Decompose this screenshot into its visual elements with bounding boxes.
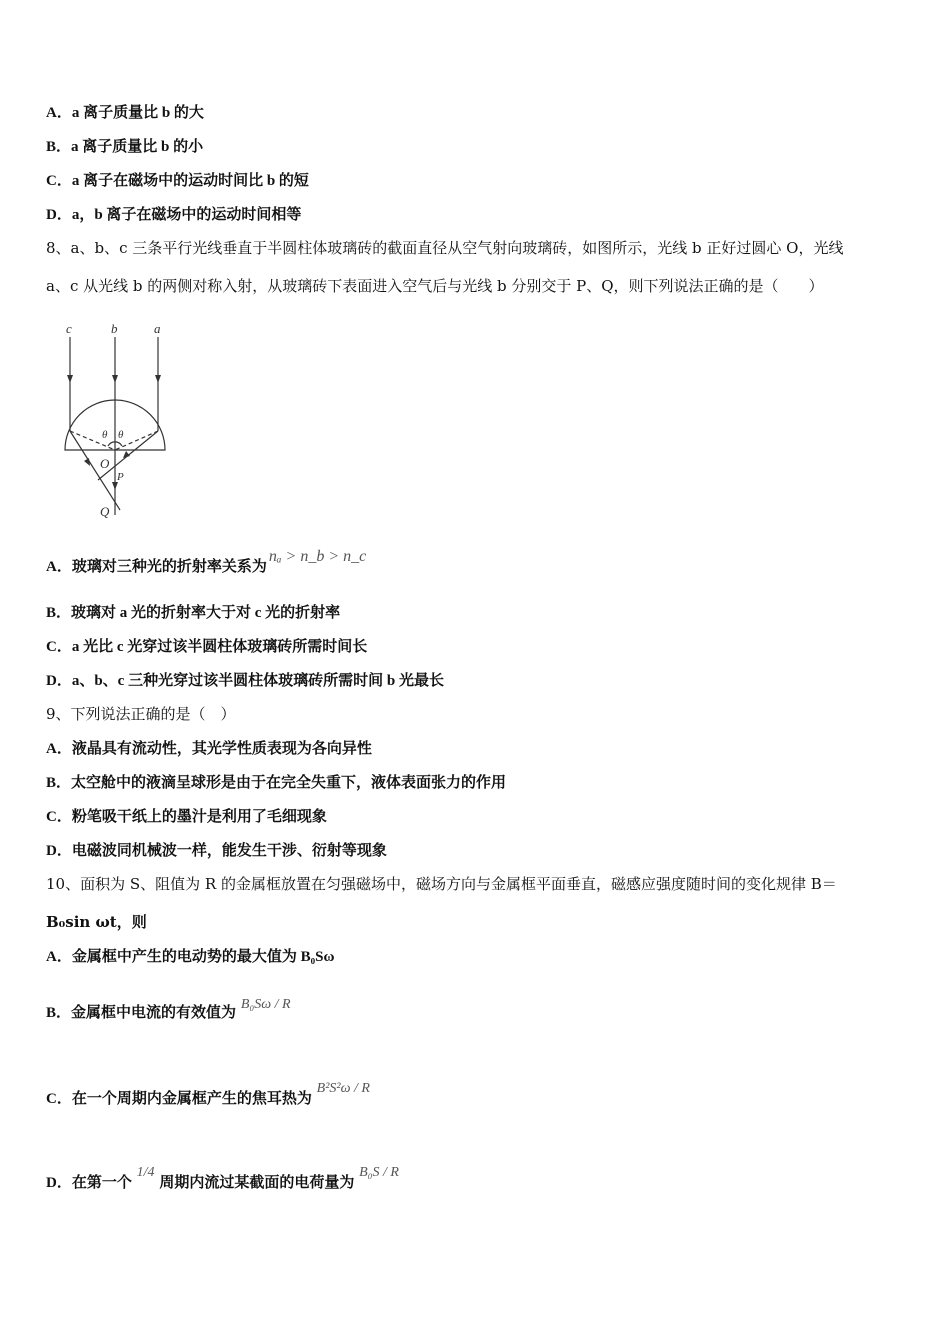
q8-option-a: A．玻璃对三种光的折射率关系为nₐ > n_b > n_c xyxy=(46,548,367,575)
q10-option-c: C．在一个周期内金属框产生的焦耳热为 B²S²ω / R xyxy=(46,1076,370,1121)
label-theta-right: θ xyxy=(118,429,124,441)
label-theta-left: θ xyxy=(102,429,108,441)
q10-stem-line2: B₀sin ωt，则 xyxy=(46,913,147,931)
q8-option-b: B．玻璃对 a 光的折射率大于对 c 光的折射率 xyxy=(46,605,341,621)
formula-joule-heat: B²S²ω / R xyxy=(316,1081,370,1096)
label-O: O xyxy=(100,456,110,471)
q10-option-b: B．金属框中电流的有效值为 B₀Sω / R xyxy=(46,990,291,1035)
label-c: c xyxy=(66,321,72,336)
formula-refractive-index: nₐ > n_b > n_c xyxy=(268,548,367,565)
q8-stem-line1: 8、a、b、c 三条平行光线垂直于半圆柱体玻璃砖的截面直径从空气射向玻璃砖，如图所示，光线 b 正好过圆心 O，光线 xyxy=(46,239,844,257)
semicircle-refraction-diagram xyxy=(40,310,190,525)
label-a: a xyxy=(154,321,161,336)
q8-stem-line2: a、c 从光线 b 的两侧对称入射，从玻璃砖下表面进入空气后与光线 b 分别交于 P、Q，则下列说法正确的是（ ） xyxy=(46,277,824,295)
label-b: b xyxy=(111,321,118,336)
q9-stem: 9、下列说法正确的是（ ） xyxy=(46,705,236,723)
fraction-one-quarter: 1/4 xyxy=(136,1165,155,1180)
q9-option-c: C．粉笔吸干纸上的墨汁是利用了毛细现象 xyxy=(46,809,327,825)
label-Q: Q xyxy=(100,504,110,519)
q7-option-c: C．a 离子在磁场中的运动时间比 b 的短 xyxy=(46,173,309,189)
q7-option-b: B．a 离子质量比 b 的小 xyxy=(46,139,204,155)
q7-option-a: A．a 离子质量比 b 的大 xyxy=(46,105,204,121)
q10-stem-line1: 10、面积为 S、阻值为 R 的金属框放置在匀强磁场中，磁场方向与金属框平面垂直，磁感应强度随时间的变化规律 B＝ xyxy=(46,875,837,893)
q8-option-c: C．a 光比 c 光穿过该半圆柱体玻璃砖所需时间长 xyxy=(46,639,368,655)
q7-option-d: D．a，b 离子在磁场中的运动时间相等 xyxy=(46,207,302,223)
label-P: P xyxy=(117,471,124,483)
q8-option-d: D．a、b、c 三种光穿过该半圆柱体玻璃砖所需时间 b 光最长 xyxy=(46,673,444,689)
formula-charge: B₀S / R xyxy=(359,1165,399,1180)
q9-option-d: D．电磁波同机械波一样，能发生干涉、衍射等现象 xyxy=(46,843,387,859)
q10-option-a: A．金属框中产生的电动势的最大值为 B₀Sω xyxy=(46,949,335,965)
q9-option-a: A．液晶具有流动性，其光学性质表现为各向异性 xyxy=(46,741,372,757)
q10-option-d: D．在第一个 1/4 周期内流过某截面的电荷量为 B₀S / R xyxy=(46,1160,399,1205)
formula-effective-current: B₀Sω / R xyxy=(240,997,291,1012)
q9-option-b: B．太空舱中的液滴呈球形是由于在完全失重下，液体表面张力的作用 xyxy=(46,775,507,791)
